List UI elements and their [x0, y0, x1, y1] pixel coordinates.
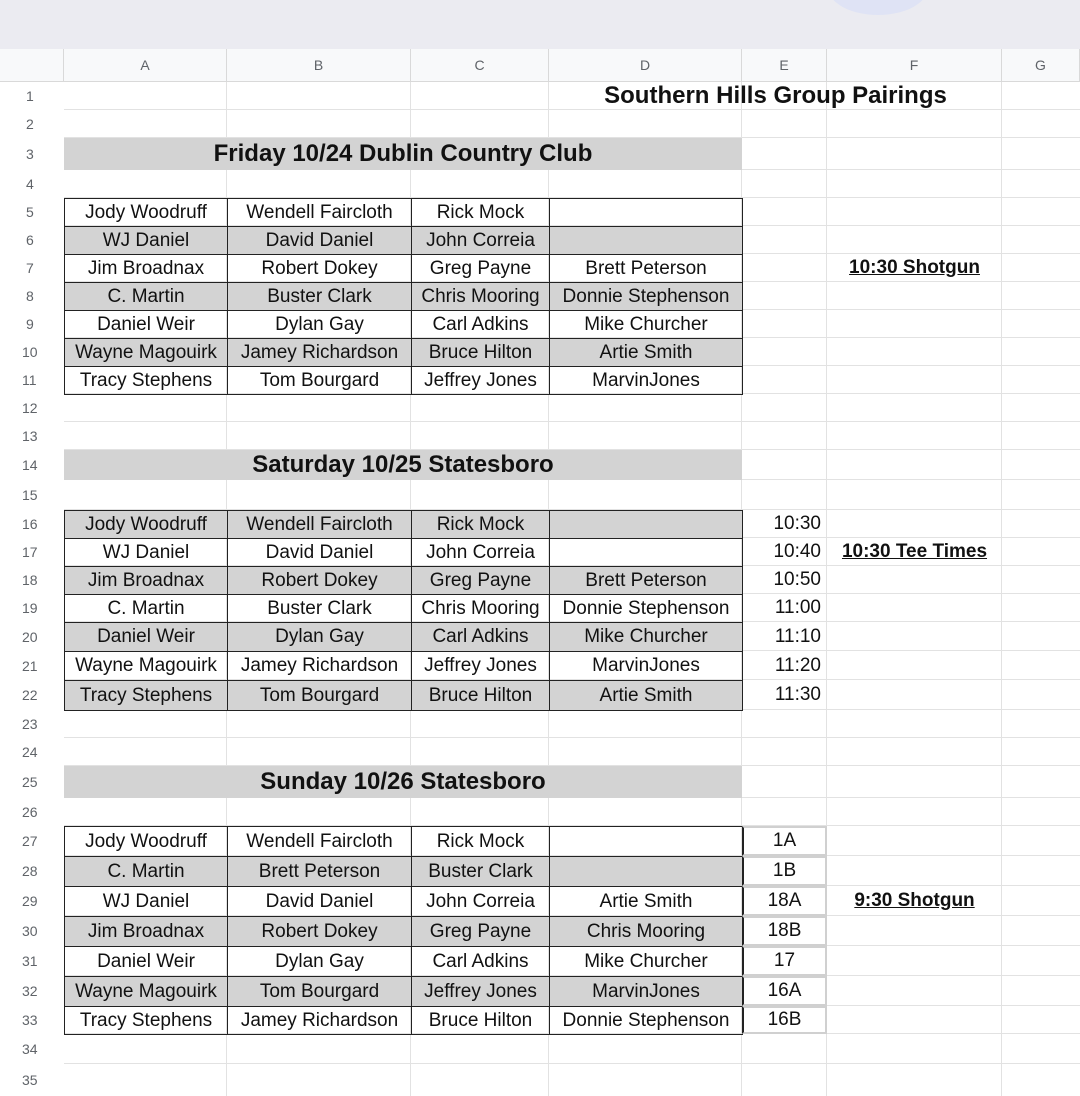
saturday-time-cell[interactable]: 10:50	[773, 569, 821, 590]
saturday-player-cell[interactable]: Jamey Richardson	[227, 651, 411, 680]
saturday-player-cell[interactable]: Wayne Magouirk	[64, 651, 227, 680]
column-header-b[interactable]: B	[227, 49, 411, 82]
sunday-player-cell[interactable]: Jeffrey Jones	[411, 976, 549, 1006]
saturday-player-cell[interactable]: Jeffrey Jones	[411, 651, 549, 680]
sunday-player-cell[interactable]	[549, 856, 742, 886]
saturday-player-cell[interactable]: Buster Clark	[227, 594, 411, 622]
sunday-player-cell[interactable]: Robert Dokey	[227, 916, 411, 946]
saturday-player-cell[interactable]: Jody Woodruff	[64, 510, 227, 538]
saturday-time-cell[interactable]: 11:00	[774, 597, 821, 618]
row-header-34[interactable]: 34	[0, 1034, 64, 1064]
saturday-header[interactable]: Saturday 10/25 Statesboro	[64, 450, 742, 480]
friday-player-cell[interactable]: David Daniel	[227, 226, 411, 254]
friday-player-cell[interactable]: Carl Adkins	[411, 310, 549, 338]
friday-player-cell[interactable]: Brett Peterson	[549, 254, 742, 282]
sunday-player-cell[interactable]: David Daniel	[227, 886, 411, 916]
sunday-player-cell[interactable]: Tom Bourgard	[227, 976, 411, 1006]
friday-player-cell[interactable]: Dylan Gay	[227, 310, 411, 338]
sunday-player-cell[interactable]: Greg Payne	[411, 916, 549, 946]
row-header-27[interactable]: 27	[0, 826, 64, 856]
sunday-player-cell[interactable]: Jim Broadnax	[64, 916, 227, 946]
saturday-player-cell[interactable]: C. Martin	[64, 594, 227, 622]
sunday-player-cell[interactable]: Buster Clark	[411, 856, 549, 886]
friday-player-cell[interactable]: Daniel Weir	[64, 310, 227, 338]
select-all-corner[interactable]	[0, 49, 64, 82]
row-header-7[interactable]: 7	[0, 254, 64, 282]
friday-player-cell[interactable]: Tracy Stephens	[64, 366, 227, 394]
saturday-player-cell[interactable]: Greg Payne	[411, 566, 549, 594]
row-header-6[interactable]: 6	[0, 226, 64, 254]
saturday-player-cell[interactable]: Rick Mock	[411, 510, 549, 538]
row-header-35[interactable]: 35	[0, 1064, 64, 1096]
friday-player-cell[interactable]	[549, 198, 742, 226]
row-header-1[interactable]: 1	[0, 82, 64, 110]
friday-player-cell[interactable]: Tom Bourgard	[227, 366, 411, 394]
friday-player-cell[interactable]: Mike Churcher	[549, 310, 742, 338]
sunday-hole-cell[interactable]: 17	[742, 946, 827, 976]
saturday-player-cell[interactable]: Tracy Stephens	[64, 680, 227, 710]
saturday-player-cell[interactable]: Artie Smith	[549, 680, 742, 710]
column-header-a[interactable]: A	[64, 49, 227, 82]
sunday-player-cell[interactable]: MarvinJones	[549, 976, 742, 1006]
gridline-horizontal	[64, 737, 1080, 738]
sunday-player-cell[interactable]: Wayne Magouirk	[64, 976, 227, 1006]
sunday-hole-cell[interactable]: 18B	[742, 916, 827, 946]
sunday-player-cell[interactable]: Mike Churcher	[549, 946, 742, 976]
column-header-f[interactable]: F	[827, 49, 1002, 82]
friday-player-cell[interactable]: Buster Clark	[227, 282, 411, 310]
sunday-player-cell[interactable]: Rick Mock	[411, 826, 549, 856]
saturday-player-cell[interactable]: Chris Mooring	[411, 594, 549, 622]
row-header-4[interactable]: 4	[0, 170, 64, 198]
row-header-3[interactable]: 3	[0, 138, 64, 170]
sunday-hole-cell[interactable]: 16B	[742, 1006, 827, 1034]
row-header-24[interactable]: 24	[0, 738, 64, 766]
sunday-player-cell[interactable]: Wendell Faircloth	[227, 826, 411, 856]
sunday-player-cell[interactable]	[549, 826, 742, 856]
row-header-14[interactable]: 14	[0, 450, 64, 480]
friday-player-cell[interactable]: MarvinJones	[549, 366, 742, 394]
sunday-hole-cell[interactable]: 1A	[742, 826, 827, 856]
row-header-29[interactable]: 29	[0, 886, 64, 916]
saturday-player-cell[interactable]: Wendell Faircloth	[227, 510, 411, 538]
friday-player-cell[interactable]: Bruce Hilton	[411, 338, 549, 366]
friday-player-cell[interactable]	[549, 226, 742, 254]
friday-header[interactable]: Friday 10/24 Dublin Country Club	[64, 138, 742, 170]
friday-start-note[interactable]: 10:30 Shotgun	[849, 257, 980, 278]
saturday-time-cell[interactable]: 11:20	[774, 654, 821, 676]
saturday-player-cell[interactable]	[549, 510, 742, 538]
saturday-player-cell[interactable]	[549, 538, 742, 566]
friday-player-cell[interactable]: Donnie Stephenson	[549, 282, 742, 310]
sunday-player-cell[interactable]: Dylan Gay	[227, 946, 411, 976]
sunday-player-cell[interactable]: WJ Daniel	[64, 886, 227, 916]
friday-player-cell[interactable]: Artie Smith	[549, 338, 742, 366]
saturday-player-cell[interactable]: Bruce Hilton	[411, 680, 549, 710]
row-header-8[interactable]: 8	[0, 282, 64, 310]
saturday-player-cell[interactable]: Carl Adkins	[411, 622, 549, 651]
saturday-time-cell[interactable]: 10:40	[773, 541, 821, 562]
row-header-32[interactable]: 32	[0, 976, 64, 1006]
spreadsheet-grid[interactable]	[64, 82, 1080, 1096]
sunday-player-cell[interactable]: Jody Woodruff	[64, 826, 227, 856]
row-header-16[interactable]: 16	[0, 510, 64, 538]
row-header-2[interactable]: 2	[0, 110, 64, 138]
friday-player-cell[interactable]: Robert Dokey	[227, 254, 411, 282]
sunday-player-cell[interactable]: John Correia	[411, 886, 549, 916]
row-header-26[interactable]: 26	[0, 798, 64, 826]
friday-player-cell[interactable]: Jody Woodruff	[64, 198, 227, 226]
row-header-18[interactable]: 18	[0, 566, 64, 594]
row-header-20[interactable]: 20	[0, 622, 64, 651]
saturday-player-cell[interactable]: John Correia	[411, 538, 549, 566]
saturday-start-note[interactable]: 10:30 Tee Times	[841, 541, 988, 562]
gridline-horizontal	[64, 421, 1080, 422]
friday-player-cell[interactable]: Wayne Magouirk	[64, 338, 227, 366]
saturday-player-cell[interactable]: Daniel Weir	[64, 622, 227, 651]
column-header-c[interactable]: C	[411, 49, 549, 82]
saturday-player-cell[interactable]: MarvinJones	[549, 651, 742, 680]
row-header-31[interactable]: 31	[0, 946, 64, 976]
sunday-player-cell[interactable]: Carl Adkins	[411, 946, 549, 976]
saturday-time-cell[interactable]: 11:10	[774, 625, 821, 647]
saturday-player-cell[interactable]: Tom Bourgard	[227, 680, 411, 710]
row-header-28[interactable]: 28	[0, 856, 64, 886]
sunday-hole-cell[interactable]: 18A	[742, 886, 827, 916]
row-header-15[interactable]: 15	[0, 480, 64, 510]
sunday-hole-cell[interactable]: 16A	[742, 976, 827, 1006]
friday-player-cell[interactable]: Jim Broadnax	[64, 254, 227, 282]
saturday-time-cell[interactable]: 11:30	[774, 684, 821, 705]
friday-player-cell[interactable]: Chris Mooring	[411, 282, 549, 310]
sunday-start-note[interactable]: 9:30 Shotgun	[854, 890, 975, 911]
avatar[interactable]	[828, 0, 928, 15]
gridline-vertical	[1001, 82, 1002, 1096]
column-header-d[interactable]: D	[549, 49, 742, 82]
saturday-player-cell[interactable]: Brett Peterson	[549, 566, 742, 594]
sunday-hole-cell[interactable]: 1B	[742, 856, 827, 886]
friday-player-cell[interactable]: Jamey Richardson	[227, 338, 411, 366]
row-header-5[interactable]: 5	[0, 198, 64, 226]
sunday-player-cell[interactable]: Donnie Stephenson	[549, 1006, 742, 1034]
friday-player-cell[interactable]: WJ Daniel	[64, 226, 227, 254]
sunday-player-cell[interactable]: Tracy Stephens	[64, 1006, 227, 1034]
sheet-title[interactable]: Southern Hills Group Pairings	[604, 82, 947, 109]
row-header-10[interactable]: 10	[0, 338, 64, 366]
sunday-header[interactable]: Sunday 10/26 Statesboro	[64, 766, 742, 798]
friday-player-cell[interactable]: Rick Mock	[411, 198, 549, 226]
row-header-22[interactable]: 22	[0, 680, 64, 710]
row-header-21[interactable]: 21	[0, 651, 64, 680]
friday-player-cell[interactable]: Jeffrey Jones	[411, 366, 549, 394]
saturday-player-cell[interactable]: Dylan Gay	[227, 622, 411, 651]
friday-player-cell[interactable]: Greg Payne	[411, 254, 549, 282]
row-header-13[interactable]: 13	[0, 422, 64, 450]
row-header-19[interactable]: 19	[0, 594, 64, 622]
friday-player-cell[interactable]: C. Martin	[64, 282, 227, 310]
sunday-player-cell[interactable]: C. Martin	[64, 856, 227, 886]
row-header-9[interactable]: 9	[0, 310, 64, 338]
sunday-player-cell[interactable]: Brett Peterson	[227, 856, 411, 886]
saturday-player-cell[interactable]: Donnie Stephenson	[549, 594, 742, 622]
sunday-player-cell[interactable]: Chris Mooring	[549, 916, 742, 946]
saturday-time-cell[interactable]: 10:30	[773, 513, 821, 534]
sunday-player-cell[interactable]: Daniel Weir	[64, 946, 227, 976]
gridline-horizontal	[64, 1063, 1080, 1064]
saturday-player-cell[interactable]: David Daniel	[227, 538, 411, 566]
saturday-player-cell[interactable]: WJ Daniel	[64, 538, 227, 566]
saturday-player-cell[interactable]: Robert Dokey	[227, 566, 411, 594]
row-header-25[interactable]: 25	[0, 766, 64, 798]
sunday-player-cell[interactable]: Artie Smith	[549, 886, 742, 916]
app-top-bar	[0, 0, 1080, 49]
row-header-23[interactable]: 23	[0, 710, 64, 738]
friday-player-cell[interactable]: John Correia	[411, 226, 549, 254]
column-header-g[interactable]: G	[1002, 49, 1080, 82]
row-header-12[interactable]: 12	[0, 394, 64, 422]
sunday-player-cell[interactable]: Bruce Hilton	[411, 1006, 549, 1034]
row-header-30[interactable]: 30	[0, 916, 64, 946]
row-header-11[interactable]: 11	[0, 366, 64, 394]
saturday-player-cell[interactable]: Jim Broadnax	[64, 566, 227, 594]
column-header-e[interactable]: E	[742, 49, 827, 82]
row-header-17[interactable]: 17	[0, 538, 64, 566]
row-header-33[interactable]: 33	[0, 1006, 64, 1034]
saturday-player-cell[interactable]: Mike Churcher	[549, 622, 742, 651]
friday-player-cell[interactable]: Wendell Faircloth	[227, 198, 411, 226]
sunday-player-cell[interactable]: Jamey Richardson	[227, 1006, 411, 1034]
